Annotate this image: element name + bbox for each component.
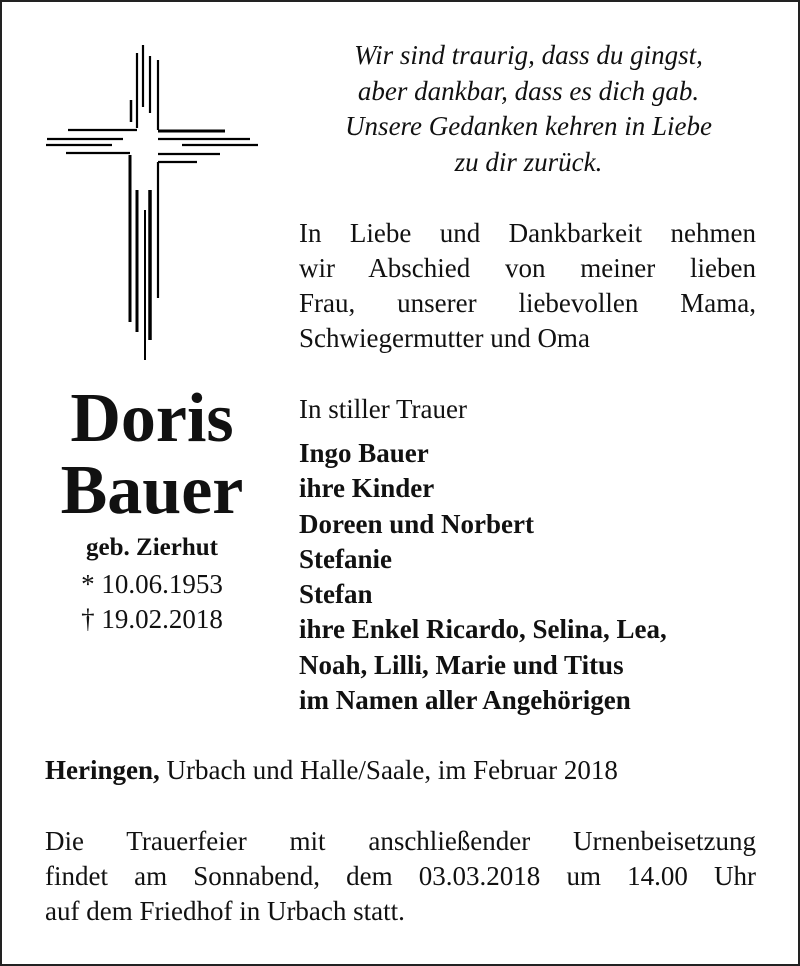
funeral-line: auf dem Friedhof in Urbach statt.: [45, 896, 405, 926]
mourner: im Namen aller Angehörigen: [299, 685, 631, 716]
place-rest: Urbach und Halle/Saale, im Februar 2018: [159, 755, 618, 785]
mourner: Doreen und Norbert: [299, 508, 534, 539]
mourner: Ingo Bauer: [299, 438, 429, 468]
mourner: Noah, Lilli, Marie und Titus: [299, 649, 624, 680]
intro-line: In Liebe und Dankbarkeit nehmen: [299, 218, 756, 248]
mourner: ihre Kinder: [299, 473, 435, 504]
deceased-first-name: Doris: [70, 380, 234, 457]
birth-date: * 10.06.1953: [81, 569, 223, 599]
mourner: ihre Enkel Ricardo, Selina, Lea,: [299, 614, 667, 645]
deceased-last-name: Bauer: [60, 452, 244, 529]
cross-icon: [0, 0, 300, 380]
quote-line: zu dir zurück.: [454, 146, 603, 177]
mourner: Stefan: [299, 579, 373, 610]
funeral-line: Die Trauerfeier mit anschließender Urnenbeisetzung: [45, 826, 756, 856]
funeral-line: findet am Sonnabend, dem 03.03.2018 um 14.00 Uhr: [45, 861, 756, 891]
intro-line: wir Abschied von meiner lieben: [299, 253, 756, 283]
quote-line: Unsere Gedanken kehren in Liebe: [345, 111, 712, 141]
memorial-quote: [296, 38, 761, 180]
mourners-list: [299, 436, 667, 718]
mourning-label: In stiller Trauer: [299, 394, 467, 424]
intro-text: [299, 216, 756, 356]
death-date: † 19.02.2018: [81, 604, 223, 634]
mourner: Stefanie: [299, 543, 392, 574]
place-date-line: [45, 753, 618, 788]
intro-line: Schwiegermutter und Oma: [299, 323, 590, 353]
maiden-name: geb. Zierhut: [86, 534, 218, 561]
quote-line: aber dankbar, dass es dich gab.: [357, 75, 700, 106]
place-bold: Heringen,: [45, 755, 160, 785]
funeral-info: [45, 824, 756, 929]
intro-line: Frau, unserer liebevollen Mama,: [299, 288, 756, 318]
quote-line: Wir sind traurig, dass du gingst,: [354, 40, 703, 70]
